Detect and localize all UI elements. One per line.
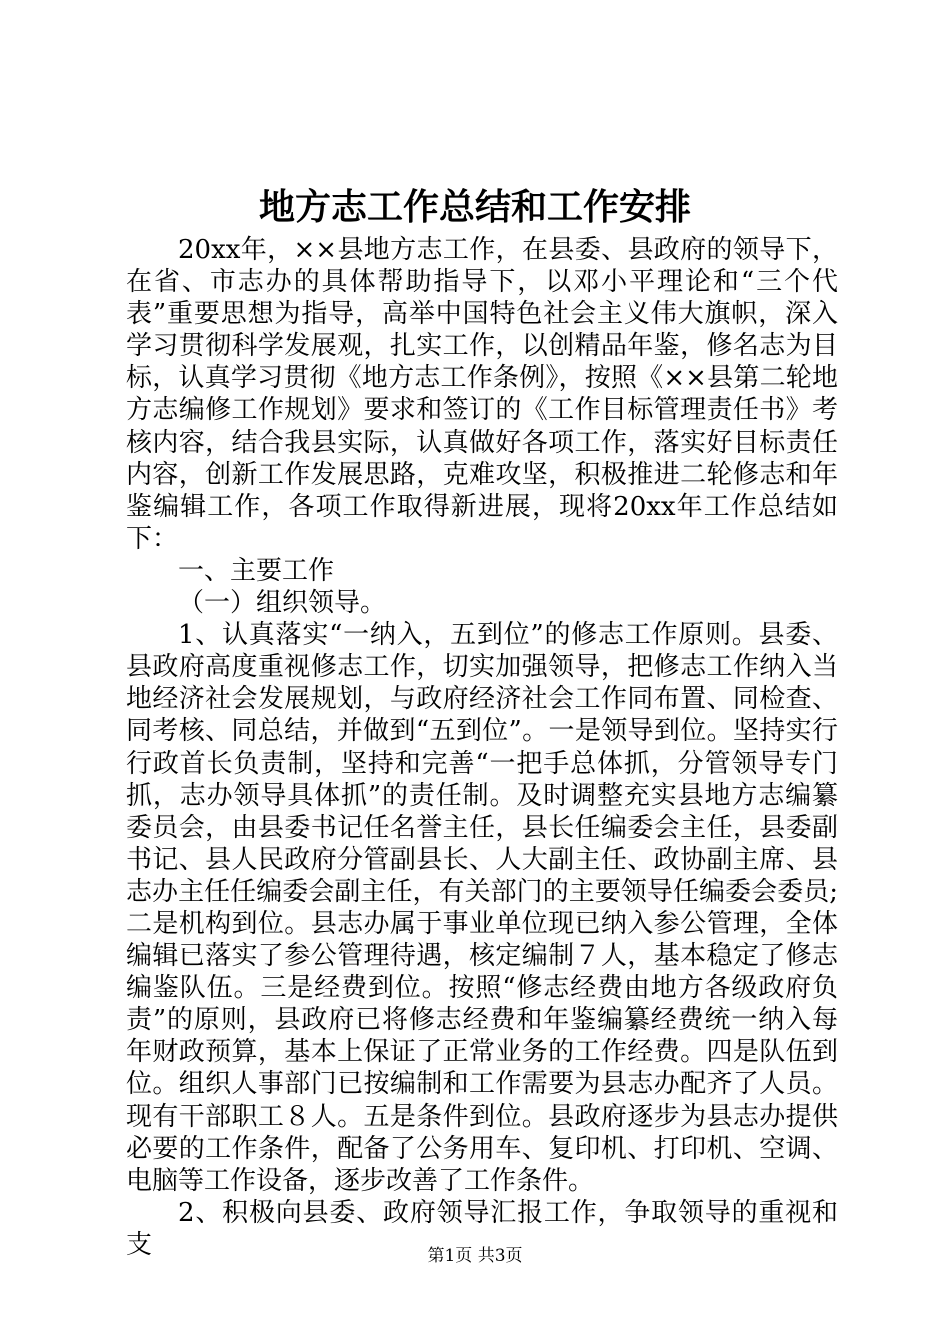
intro-paragraph: 20xx年，××县地方志工作，在县委、县政府的领导下，在省、市志办的具体帮助指导下，以邓小平理论和“三个代表”重要思想为指导，高举中国特色社会主义伟大旗帜，深入学习贯彻科学发展观，扎实工作，以创精品年鉴，修名志为目标，认真学习贯彻《地方志工作条例》，按照《××县第二轮地方志编修工作规划》要求和签订的《工作目标管理责任书》考核内容，结合我县实际，认真做好各项工作，落实好目标责任内容，创新工作发展思路，克难攻坚，积极推进二轮修志和年鉴编辑工作，各项工作取得新进展，现将20xx年工作总结如下： [126, 235, 838, 554]
document-body [126, 234, 838, 1261]
subsection-heading: （一）组织领导。 [178, 588, 387, 619]
page-footer: 第1页 共3页 [427, 1246, 523, 1266]
body-paragraph-2: 2、积极向县委、政府领导汇报工作，争取领导的重视和支 [126, 1197, 838, 1260]
body-paragraph-1: 1、认真落实“一纳入，五到位”的修志工作原则。县委、县政府高度重视修志工作，切实加强领导，把修志工作纳入当地经济社会发展规划，与政府经济社会工作同布置、同检查、同考核、同总结，并做到“五到位”。一是领导到位。坚持实行行政首长负责制，坚持和完善“一把手总体抓，分管领导专门抓，志办领导具体抓”的责任制。及时调整充实县地方志编纂委员会，由县委书记任名誉主任，县长任编委会主任，县委副书记、县人民政府分管副县长、人大副主任、政协副主席、县志办主任任编委会副主任，有关部门的主要领导任编委会委员;二是机构到位。县志办属于事业单位现已纳入参公管理，全体编辑已落实了参公管理待遇，核定编制７人，基本稳定了修志编鉴队伍。三是经费到位。按照“修志经费由地方各级政府负责”的原则，县政府已将修志经费和年鉴编纂经费统一纳入每年财政预算，基本上保证了正常业务的工作经费。四是队伍到位。组织人事部门已按编制和工作需要为县志办配齐了人员。现有干部职工８人。五是条件到位。县政府逐步为县志办提供必要的工作条件，配备了公务用车、复印机、打印机、空调、电脑等工作设备，逐步改善了工作条件。 [126, 620, 838, 1196]
document-title: 地方志工作总结和工作安排 [258, 186, 691, 228]
section-heading: 一、主要工作 [178, 555, 335, 586]
